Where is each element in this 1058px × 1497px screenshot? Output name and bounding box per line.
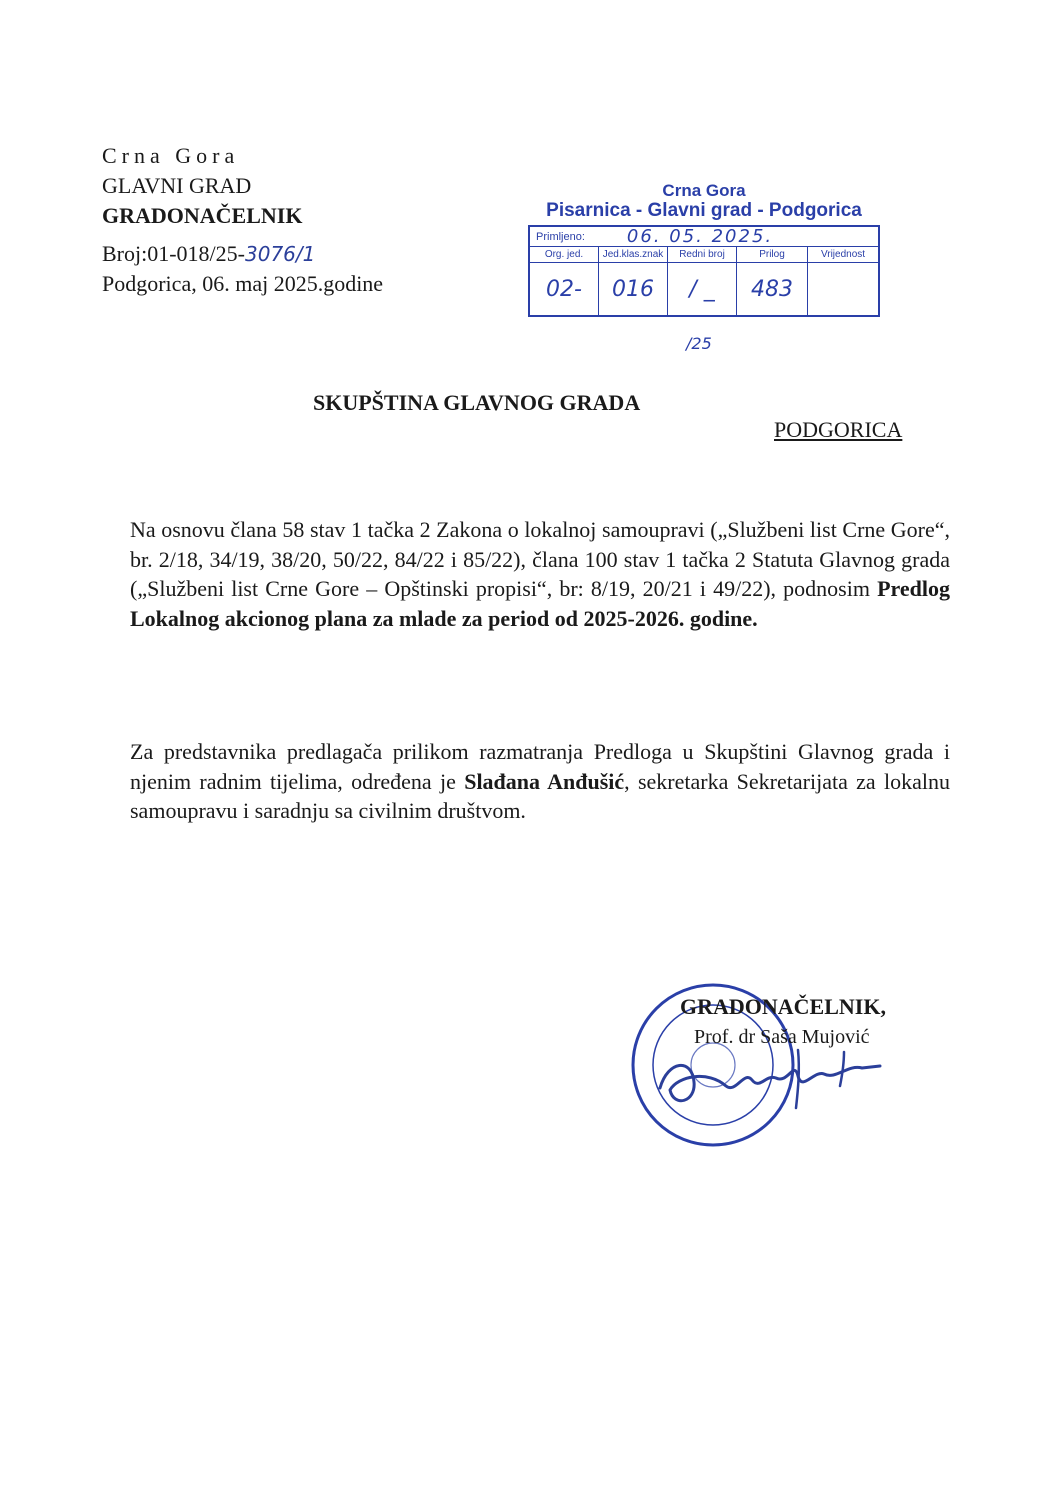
stamp-value-cell: / _ <box>668 263 737 315</box>
body-paragraph-1 <box>130 515 950 633</box>
addressee-city: PODGORICA <box>774 417 903 442</box>
stamp-value-cell: 483 <box>737 263 808 315</box>
signature-title: GRADONAČELNIK, <box>680 994 886 1019</box>
paragraph-2-bold: Slađana Anđušić <box>464 768 625 794</box>
letterhead-country: Crna Gora <box>102 143 240 168</box>
reference-prefix: Broj:01-018/25- <box>102 241 245 266</box>
body-paragraph-2 <box>130 737 950 826</box>
stamp-header-cell: Jed.klas.znak <box>599 247 668 262</box>
paragraph-1-text: Na osnovu člana 58 stav 1 tačka 2 Zakona o lokalnoj samoupravi („Službeni list Crne Gore“, br. 2/18, 34/19, 38/20, 50/22, 84/22 i 85/22), člana 100 stav 1 tačka 2 Statuta Glavnog grada („Službeni list Crne Gore – Opštinski propisi“, br: 8/19, 20/21 i 49/22), podnosim <box>130 517 950 601</box>
stamp-header-row <box>530 247 878 263</box>
reference-handwritten: 3076/1 <box>245 242 316 266</box>
handwritten-signature-icon <box>648 1030 888 1120</box>
stamp-table <box>528 225 880 317</box>
stamp-value-cell: 02- <box>530 263 599 315</box>
paragraph-1-bold: Predlog Lokalnog akcionog plana za mlade za period od 2025-2026. godine. <box>130 576 950 631</box>
letterhead-date: Podgorica, 06. maj 2025.godine <box>102 271 384 296</box>
stamp-value-row <box>530 263 878 315</box>
paragraph-2-text-b: , sekretarka Sekretarijata za lokalnu samoupravu i saradnju sa civilnim društvom. <box>130 768 950 823</box>
letterhead-city: GLAVNI GRAD <box>102 173 252 198</box>
stamp-value-cell <box>808 263 878 315</box>
addressee-name: SKUPŠTINA GLAVNOG GRADA <box>313 390 641 415</box>
stamp-header-cell: Org. jed. <box>530 247 599 262</box>
stamp-header-cell: Prilog <box>737 247 808 262</box>
stamp-received-value: 06. 05. 2025. <box>626 226 774 247</box>
stamp-handwritten-note: /25 <box>686 334 712 353</box>
stamp-received-label: Primljeno: <box>536 230 585 243</box>
stamp-value-cell: 016 <box>599 263 668 315</box>
signature-name: Prof. dr Saša Mujović <box>694 1026 870 1048</box>
stamp-title: Pisarnica - Glavni grad - Podgorica <box>546 200 862 221</box>
stamp-header-cell: Vrijednost <box>820 249 866 260</box>
paragraph-2-text-a: Za predstavnika predlagača prilikom razmatranja Predloga u Skupštini Glavnog grada i njenim radnim tijelima, određena je <box>130 739 950 794</box>
stamp-received-row <box>530 227 878 247</box>
registry-stamp <box>528 182 880 317</box>
stamp-country: Crna Gora <box>662 181 746 200</box>
stamp-header-cell: Redni broj <box>668 247 737 262</box>
letterhead-office: GRADONAČELNIK <box>102 203 303 228</box>
letterhead-reference-number <box>102 240 315 268</box>
